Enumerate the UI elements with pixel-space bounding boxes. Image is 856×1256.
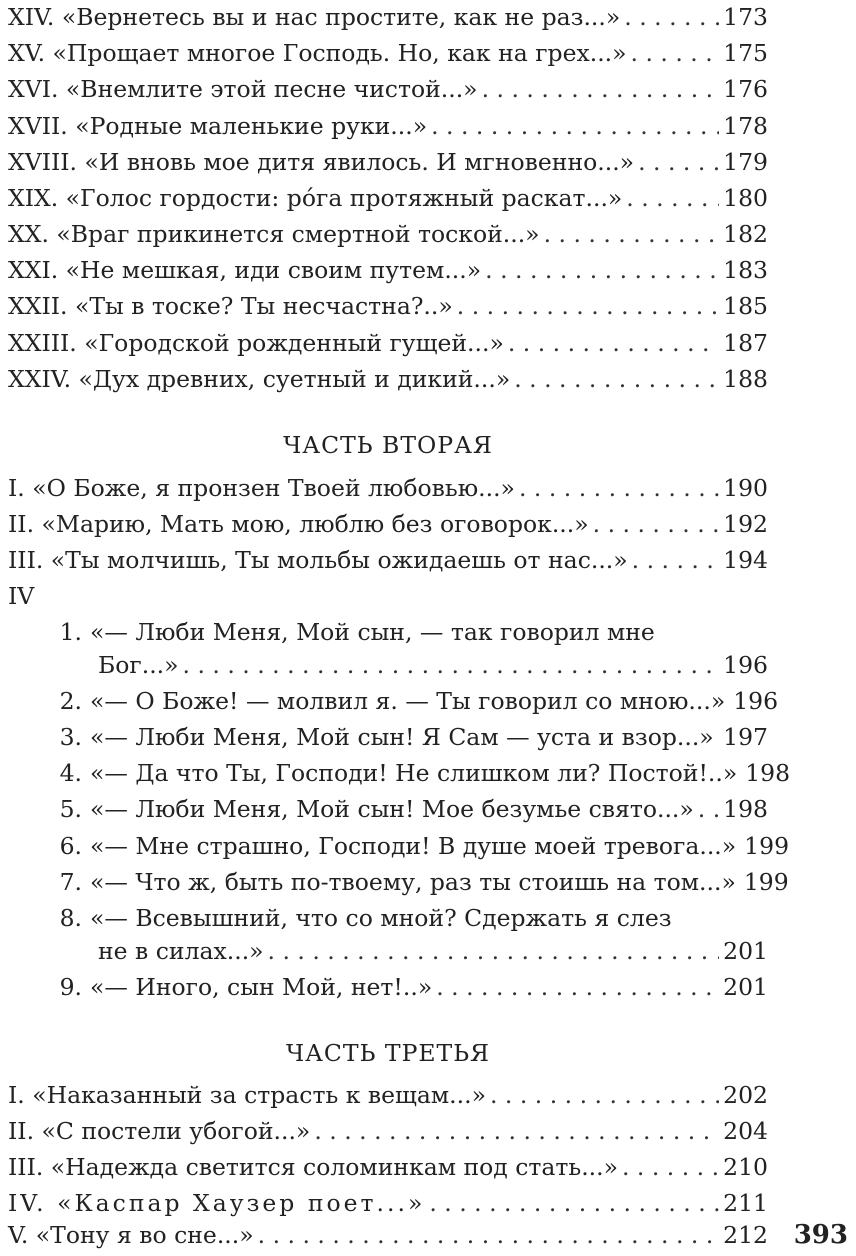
section-iv-label: IV <box>8 582 35 610</box>
entry-page: 192 <box>723 510 768 538</box>
entry-title: XIX. «Голос гордости: ро́га протяжный раскат...» <box>8 184 623 212</box>
toc-sub-entry <box>48 829 790 863</box>
entry-page: 182 <box>723 220 768 248</box>
entry-title: «— Иного, сын Мой, нет!..» <box>90 973 433 1001</box>
toc-sub-entry <box>48 865 789 899</box>
dot-leader <box>631 36 720 70</box>
part-two-heading: ЧАСТЬ ВТОРАЯ <box>283 431 493 459</box>
toc-entry <box>8 145 768 179</box>
toc-sub-entry <box>48 970 768 1004</box>
entry-title: не в силах...» <box>98 937 264 965</box>
entry-title: XXII. «Ты в тоске? Ты несчастна?..» <box>8 292 453 320</box>
entry-title: XVIII. «И вновь мое дитя явилось. И мгновенно...» <box>8 148 635 176</box>
entry-page: 201 <box>723 973 768 1001</box>
dot-leader <box>436 970 719 1004</box>
toc-entry <box>8 1218 768 1252</box>
entry-title: XIV. «Вернетесь вы и нас простите, как не раз...» <box>8 3 621 31</box>
toc-entry <box>8 1078 768 1112</box>
dot-leader <box>431 109 719 143</box>
dot-leader <box>314 1114 719 1148</box>
entry-title: XV. «Прощает многое Господь. Но, как на грех...» <box>8 39 627 67</box>
dot-leader <box>429 1186 719 1220</box>
sub-entry-number: 4. <box>59 759 82 787</box>
entry-title: XVII. «Родные маленькие руки...» <box>8 112 428 140</box>
dot-leader <box>490 1078 719 1112</box>
entry-page: 178 <box>723 112 768 140</box>
dot-leader <box>514 362 719 396</box>
entry-page: 196 <box>733 687 779 715</box>
dot-leader <box>626 181 719 215</box>
entry-title: «— О Боже! — молвил я. — Ты говорил со мною...» <box>90 687 726 715</box>
dot-leader <box>457 289 719 323</box>
entry-page: 194 <box>723 546 768 574</box>
toc-entry <box>8 72 768 106</box>
sub-entry-number: 1. <box>59 618 82 646</box>
sub-entry-number: 7. <box>59 868 82 896</box>
entry-page: 198 <box>723 795 768 823</box>
dot-leader <box>624 0 719 34</box>
entry-page: 187 <box>723 329 768 357</box>
toc-entry <box>8 0 768 34</box>
entry-page: 199 <box>743 868 789 896</box>
entry-page: 190 <box>723 474 768 502</box>
sub-entry-first-line <box>48 615 655 649</box>
toc-entry <box>8 471 768 505</box>
entry-title: I. «Наказанный за страсть к вещам...» <box>8 1081 486 1109</box>
dot-leader <box>258 1218 720 1252</box>
entry-page: 175 <box>723 39 768 67</box>
dot-leader <box>508 326 719 360</box>
toc-sub-entry <box>48 756 791 790</box>
entry-title: «— Что ж, быть по-твоему, раз ты стоишь на том...» <box>90 868 736 896</box>
entry-page: 185 <box>723 292 768 320</box>
dot-leader <box>632 543 720 577</box>
sub-entry-number: 3. <box>59 723 82 751</box>
dot-leader <box>698 792 719 826</box>
entry-page: 202 <box>723 1081 768 1109</box>
entry-title: V. «Тону я во сне...» <box>8 1221 254 1249</box>
sub-entry-number: 6. <box>59 832 82 860</box>
toc-sub-entry <box>98 648 768 682</box>
sub-entry-line1: «— Всевышний, что со мной? Сдержать я слез <box>90 904 672 932</box>
toc-sub-entry <box>98 934 768 968</box>
toc-entry <box>8 36 768 70</box>
entry-page: 210 <box>723 1153 768 1181</box>
entry-title: III. «Надежда светится соломинкам под стать...» <box>8 1153 618 1181</box>
entry-page: 201 <box>723 937 768 965</box>
toc-entry <box>8 507 768 541</box>
entry-title: «— Люби Меня, Мой сын! Я Сам — уста и взор...» <box>90 723 714 751</box>
sub-entry-number: 5. <box>59 795 82 823</box>
part-three-heading: ЧАСТЬ ТРЕТЬЯ <box>285 1039 491 1067</box>
entry-page: 198 <box>745 759 791 787</box>
toc-entry <box>8 362 768 396</box>
sub-entry-number: 8. <box>59 904 82 932</box>
dot-leader <box>718 720 719 754</box>
dot-leader <box>622 1150 719 1184</box>
toc-entry <box>8 289 768 323</box>
sub-entry-number: 2. <box>59 687 82 715</box>
entry-page: 179 <box>723 148 768 176</box>
dot-leader <box>544 217 720 251</box>
toc-entry <box>8 1150 768 1184</box>
entry-title: «— Люби Меня, Мой сын! Мое безумье свято...» <box>90 795 694 823</box>
entry-page: 173 <box>723 3 768 31</box>
toc-entry <box>8 253 768 287</box>
entry-title: I. «О Боже, я пронзен Твоей любовью...» <box>8 474 515 502</box>
toc-entry <box>8 181 768 215</box>
entry-title: XXIII. «Городской рожденный гущей...» <box>8 329 504 357</box>
toc-entry <box>8 543 768 577</box>
entry-title: XX. «Враг прикинется смертной тоской...» <box>8 220 540 248</box>
entry-page: 180 <box>723 184 768 212</box>
toc-entry <box>8 109 768 143</box>
entry-title: II. «С постели убогой...» <box>8 1117 311 1145</box>
toc-entry <box>8 217 768 251</box>
toc-sub-entry <box>48 720 768 754</box>
toc-entry <box>8 1186 768 1220</box>
page-number: 393 <box>793 1220 848 1250</box>
dot-leader <box>593 507 720 541</box>
toc-sub-entry <box>48 684 779 718</box>
entry-page: 199 <box>744 832 790 860</box>
entry-page: 188 <box>723 365 768 393</box>
toc-entry <box>8 1114 768 1148</box>
sub-entry-first-line <box>48 901 672 935</box>
dot-leader <box>519 471 719 505</box>
entry-title: «— Мне страшно, Господи! В душе моей тревога...» <box>90 832 737 860</box>
entry-page: 211 <box>723 1189 768 1217</box>
dot-leader <box>183 648 720 682</box>
entry-page: 196 <box>723 651 768 679</box>
entry-title: II. «Марию, Мать мою, люблю без оговорок...» <box>8 510 589 538</box>
dot-leader <box>485 253 719 287</box>
entry-title: «— Да что Ты, Господи! Не слишком ли? Постой!..» <box>90 759 738 787</box>
entry-title: IV. «Каспар Хаузер поет...» <box>8 1189 426 1217</box>
sub-entry-line1: «— Люби Меня, Мой сын, — так говорил мне <box>90 618 655 646</box>
entry-title: XVI. «Внемлите этой песне чистой...» <box>8 75 478 103</box>
entry-page: 212 <box>723 1221 768 1249</box>
entry-title: III. «Ты молчишь, Ты мольбы ожидаешь от нас...» <box>8 546 628 574</box>
entry-title: Бог...» <box>98 651 179 679</box>
toc-sub-entry <box>48 792 768 826</box>
sub-entry-number: 9. <box>59 973 82 1001</box>
dot-leader <box>638 145 719 179</box>
entry-page: 183 <box>723 256 768 284</box>
dot-leader <box>482 72 720 106</box>
toc-entry <box>8 326 768 360</box>
entry-title: XXIV. «Дух древних, суетный и дикий...» <box>8 365 511 393</box>
dot-leader <box>268 934 720 968</box>
entry-page: 204 <box>723 1117 768 1145</box>
entry-page: 176 <box>723 75 768 103</box>
entry-page: 197 <box>723 723 768 751</box>
entry-title: XXI. «Не мешкая, иди своим путем...» <box>8 256 482 284</box>
